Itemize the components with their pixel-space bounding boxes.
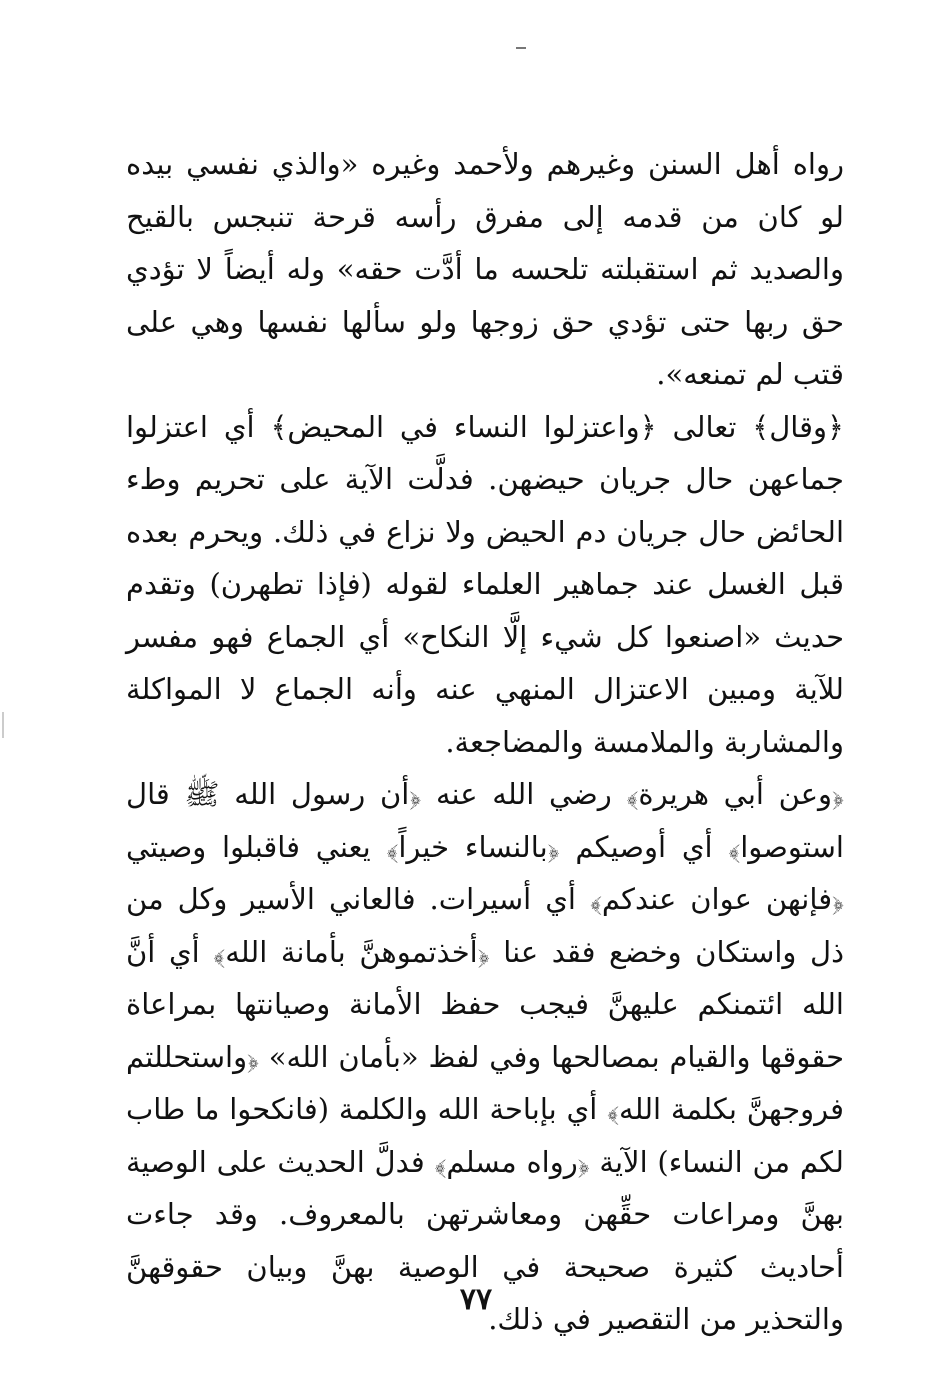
margin-mark xyxy=(2,712,4,738)
body-text xyxy=(126,138,844,1346)
paragraph-2: ﴿وقال﴾ تعالى ﴿واعتزلوا النساء في المحيض﴾ أي اعتزلوا جماعهن حال جريان حيضهن. فدلَّت الآية على تحريم وطء الحائض حال جريان دم الحيض ولا نزاع في ذلك. ويحرم بعده قبل الغسل عند جماهير العلماء لقوله (فإذا تطهرن) وتقدم حديث «اصنعوا كل شيء إلَّا النكاح» أي الجماع فهو مفسر للآية ومبين الاعتزال المنهي عنه وأنه الجماع لا المواكلة والمشاربة والملامسة والمضاجعة. xyxy=(126,409,844,759)
paragraph-1: رواه أهل السنن وغيرهم ولأحمد وغيره «والذي نفسي بيده لو كان من قدمه إلى مفرق رأسه قرحة تنبجس بالقيح والصديد ثم استقبلته تلحسه ما أدَّت حقه» وله أيضاً لا تؤدي حق ربها حتى تؤدي حق زوجها ولو سألها نفسها وهي على قتب لم تمنعه». xyxy=(126,147,844,391)
top-mark xyxy=(516,47,526,49)
page-number: ٧٧ xyxy=(459,1282,493,1317)
paragraph-3: ﴿وعن أبي هريرة﴾ رضي الله عنه ﴿أن رسول الله ﷺ قال استوصوا﴾ أي أوصيكم ﴿بالنساء خيراً﴾ يعني فاقبلوا وصيتي ﴿فإنهن عوان عندكم﴾ أي أسيرات. فالعاني الأسير وكل من ذل واستكان وخضع فقد عنا ﴿أخذتموهنَّ بأمانة الله﴾ أي أنَّ الله ائتمنكم عليهنَّ فيجب حفظ الأمانة وصيانتها بمراعاة حقوقها والقيام بمصالحها وفي لفظ «بأمان الله» ﴿واستحللتم فروجهنَّ بكلمة الله﴾ أي بإباحة الله والكلمة (فانكحوا ما طاب لكم من النساء) الآية ﴿رواه مسلم﴾ فدلَّ الحديث على الوصية بهنَّ ومراعات حقِّهن ومعاشرتهن بالمعروف. وقد جاءت أحاديث كثيرة صحيحة في الوصية بهنَّ وبيان حقوقهنَّ والتحذير من التقصير في ذلك. xyxy=(126,777,844,1336)
